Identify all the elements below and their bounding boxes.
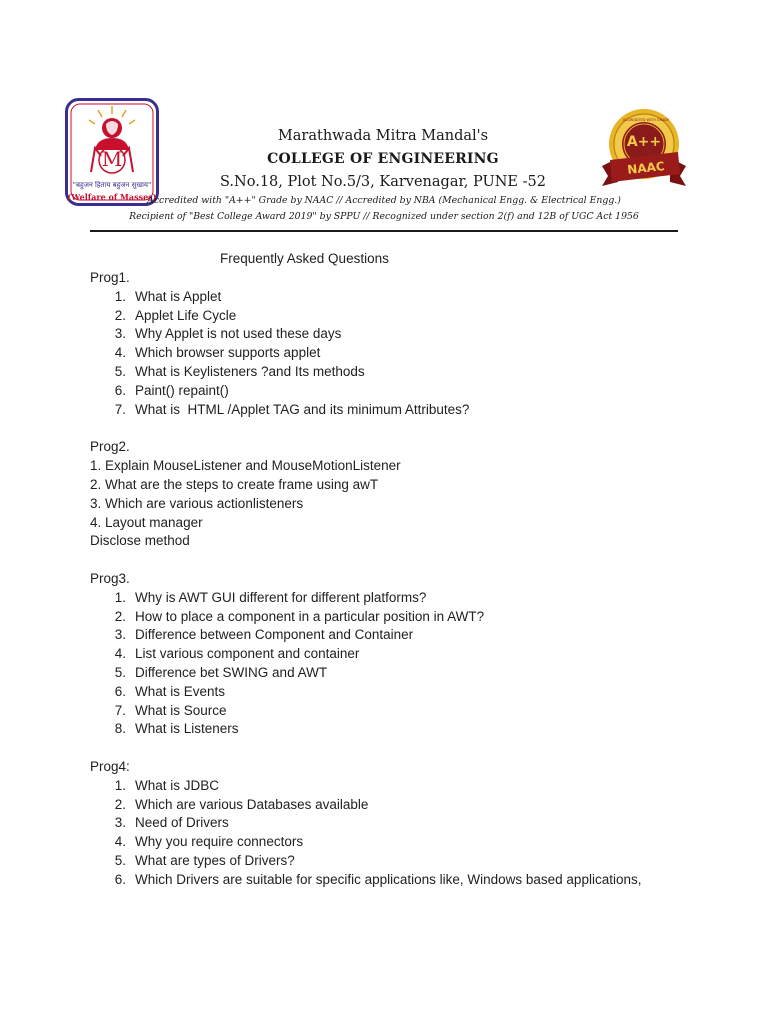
page-title: Frequently Asked Questions — [220, 251, 389, 266]
list-item: 4. Layout manager — [90, 515, 203, 530]
accreditation-line-1: Accredited with "A++" Grade by NAAC // Accredited by NBA (Mechanical Engg. & Electrical Engg.) — [147, 195, 621, 206]
section-heading: Prog2. — [90, 439, 130, 454]
naac-ring-text: ACCREDITED WITH GRADE — [622, 118, 670, 122]
emblem-caption: (Welfare of Masses) — [67, 192, 157, 202]
section-heading: Prog3. — [90, 571, 130, 586]
list-item: 1. Explain MouseListener and MouseMotionListener — [90, 458, 401, 473]
emblem-motto: "बहुजन हिताय बहुजन सुखाय" — [72, 181, 152, 189]
section-heading: Prog4: — [90, 759, 130, 774]
college-address: S.No.18, Plot No.5/3, Karvenagar, PUNE -52 — [220, 174, 546, 190]
list-item: Disclose method — [90, 533, 190, 548]
document-page: M "बहुजन हिताय बहुजन सुखाय" (Welfare of Masses) A++ NAAC ACCREDITED WITH GRADE Marathwada Mitra Mandal's COLLEGE OF ENGINEERING S.No.18, Plot No.5/3, Karvenagar, PUNE -52 Accredited with "A++" Grade by NAAC // Accredited by NBA (Mechanical Engg. & Electrical Engg.) Recipient of "Best College Award 2019" by SPPU // Recognized under section 2(f) and 12B of UGC Act 1956 Frequently Asked Questions Prog1. 1. What is Applet 2. Applet Life Cycle 3. Why Applet is not used these days 4. Which browser supports applet 5. What is Keylisteners ?and Its methods 6. Paint() repaint() 7. What is HTML /Applet TAG and its minimum Attributes? Prog2. 1. Explain MouseListener and MouseMotionListener 2. What are the steps to create frame using awT 3. Which are various actionlisteners 4. Layout manager Disclose method Prog3. 1. Why is AWT GUI different for different platforms? 2. How to place a component in a particular position in AWT? 3. Difference between Component and Container 4. List various component and container 5. Difference bet SWING and AWT 6. What is Events 7. What is Source 8. What is Listeners Prog4: 1. What is JDBC 2. Which are various Databases available 3. Need of Drivers 4. Why you require connectors 5. What are types of Drivers? 6. Which Drivers are suitable for specific applications like, Windows based applications, — [0, 0, 768, 1024]
organization-name: Marathwada Mitra Mandal's — [277, 128, 489, 144]
list-item: 2. What are the steps to create frame using awT — [90, 477, 379, 492]
college-name: COLLEGE OF ENGINEERING — [267, 151, 499, 167]
emblem-letter: M — [101, 147, 123, 171]
accreditation-line-2: Recipient of "Best College Award 2019" by SPPU // Recognized under section 2(f) and 12B of UGC Act 1956 — [129, 211, 639, 222]
naac-ribbon-text: NAAC — [626, 159, 666, 177]
list-item: 3. Which are various actionlisteners — [90, 496, 304, 511]
naac-grade: A++ — [626, 134, 662, 150]
header-divider — [90, 230, 678, 232]
section-heading: Prog1. — [90, 270, 130, 285]
